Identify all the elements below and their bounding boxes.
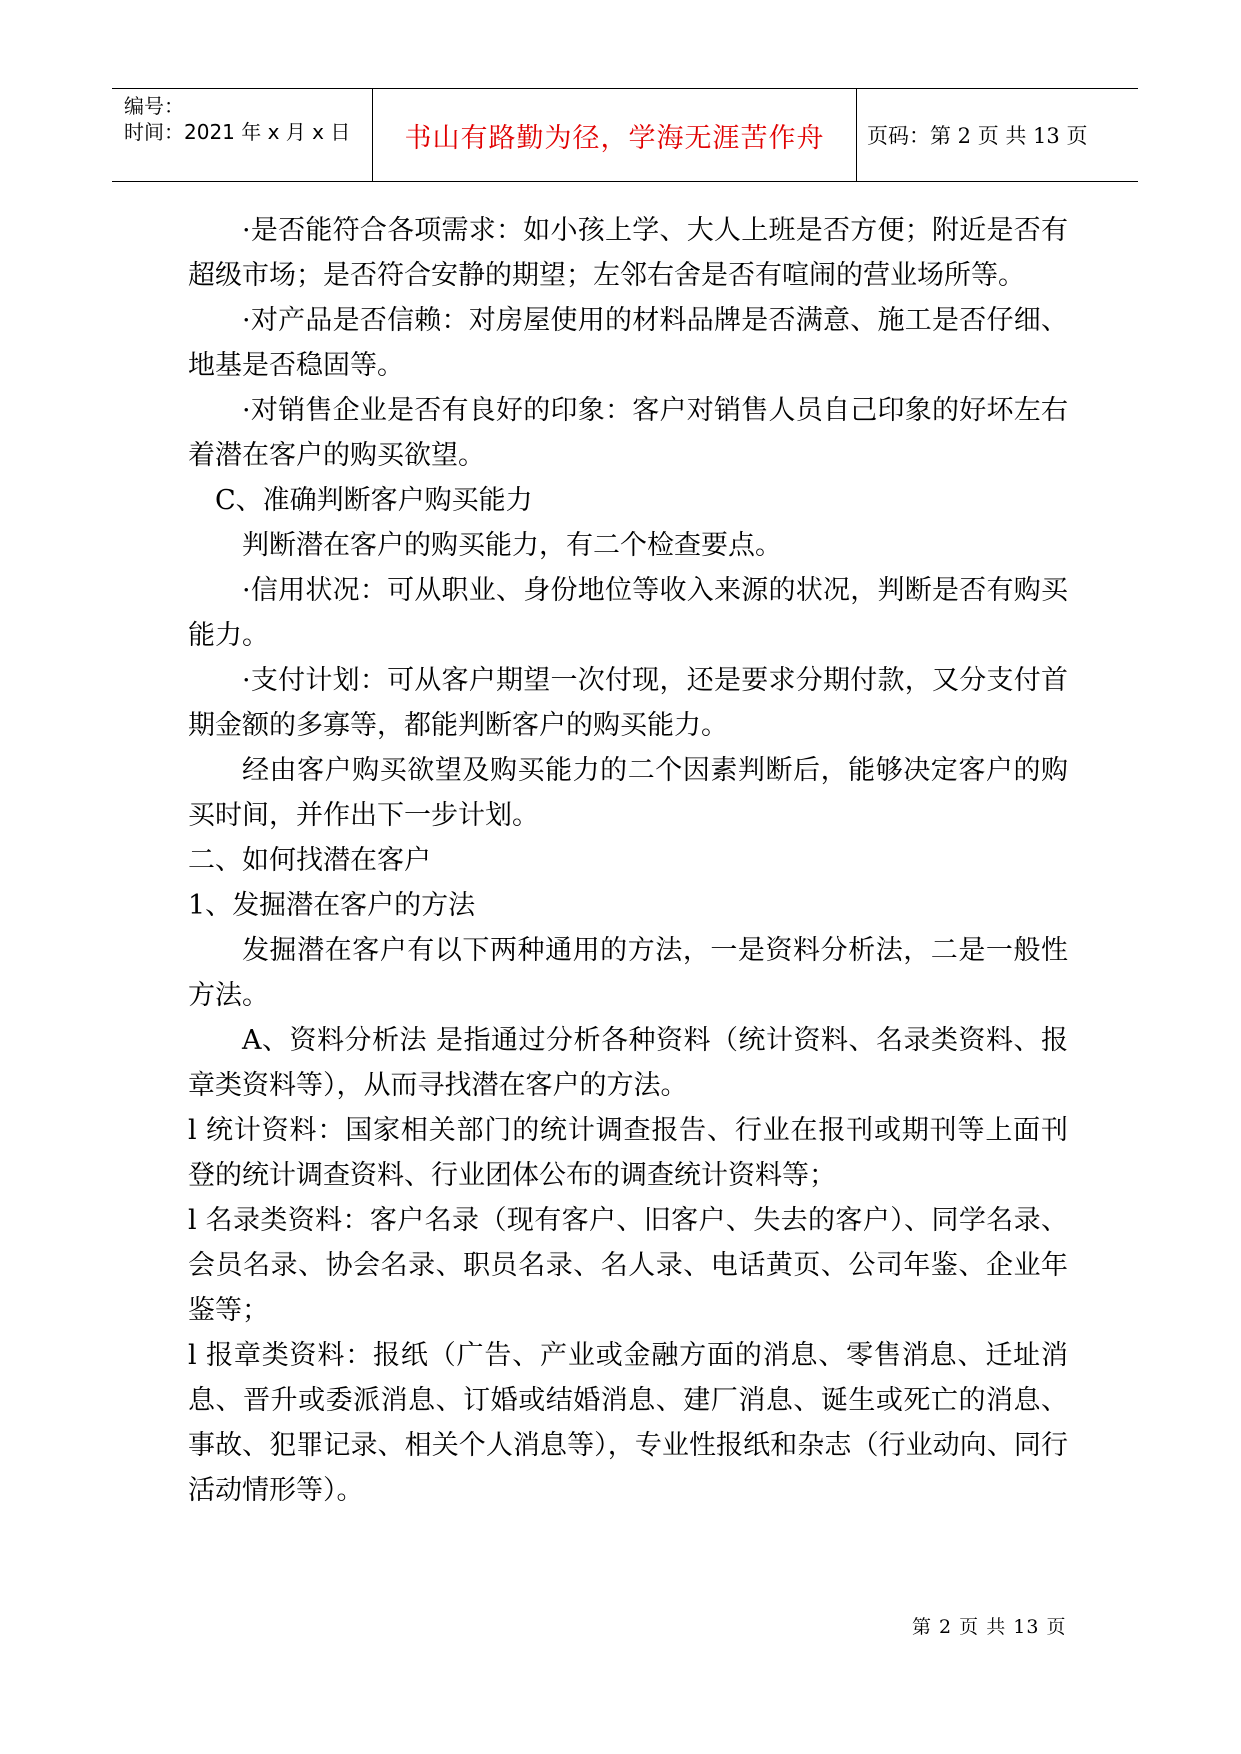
document-body — [188, 208, 1068, 1513]
body-paragraph: 1、发掘潜在客户的方法 — [188, 890, 476, 921]
page-header — [112, 88, 1138, 182]
header-meta — [124, 93, 374, 145]
body-paragraph: ·支付计划：可从客户期望一次付现，还是要求分期付款，又分支付首期金额的多寡等，都能判断客户的购买能力。 — [188, 665, 1068, 741]
body-paragraph: 二、如何找潜在客户 — [188, 845, 431, 876]
body-paragraph: C、准确判断客户购买能力 — [215, 485, 533, 516]
body-paragraph: ·信用状况：可从职业、身份地位等收入来源的状况，判断是否有购买能力。 — [188, 575, 1068, 651]
header-motto: 书山有路勤为径，学海无涯苦作舟 — [372, 89, 857, 181]
body-paragraph: 判断潜在客户的购买能力，有二个检查要点。 — [242, 530, 782, 561]
body-paragraph: 发掘潜在客户有以下两种通用的方法，一是资料分析法，二是一般性方法。 — [188, 935, 1068, 1011]
body-paragraph: A、资料分析法 是指通过分析各种资料（统计资料、名录类资料、报章类资料等），从而寻找潜在客户的方法。 — [188, 1025, 1068, 1101]
page-footer: 第 2 页 共 13 页 — [912, 1616, 1067, 1638]
header-page-info: 页码：第 2 页 共 13 页 — [867, 124, 1088, 148]
body-paragraph: ·对产品是否信赖：对房屋使用的材料品牌是否满意、施工是否仔细、地基是否稳固等。 — [188, 305, 1068, 381]
body-paragraph: l 统计资料：国家相关部门的统计调查报告、行业在报刊或期刊等上面刊登的统计调查资料、行业团体公布的调查统计资料等； — [188, 1115, 1068, 1191]
body-paragraph: ·对销售企业是否有良好的印象：客户对销售人员自己印象的好坏左右着潜在客户的购买欲望。 — [188, 395, 1068, 471]
body-paragraph: l 报章类资料：报纸（广告、产业或金融方面的消息、零售消息、迁址消息、晋升或委派消息、订婚或结婚消息、建厂消息、诞生或死亡的消息、事故、犯罪记录、相关个人消息等），专业性报纸和杂志（行业动向、同行活动情形等）。 — [188, 1340, 1068, 1506]
document-date: 时间：2021 年 x 月 x 日 — [124, 120, 351, 144]
document-number-label: 编号： — [124, 94, 184, 118]
body-paragraph: 经由客户购买欲望及购买能力的二个因素判断后，能够决定客户的购买时间，并作出下一步计划。 — [188, 755, 1068, 831]
body-paragraph: l 名录类资料：客户名录（现有客户、旧客户、失去的客户）、同学名录、会员名录、协会名录、职员名录、名人录、电话黄页、公司年鉴、企业年鉴等； — [188, 1205, 1068, 1326]
body-paragraph: ·是否能符合各项需求：如小孩上学、大人上班是否方便；附近是否有超级市场；是否符合安静的期望；左邻右舍是否有喧闹的营业场所等。 — [188, 215, 1068, 291]
